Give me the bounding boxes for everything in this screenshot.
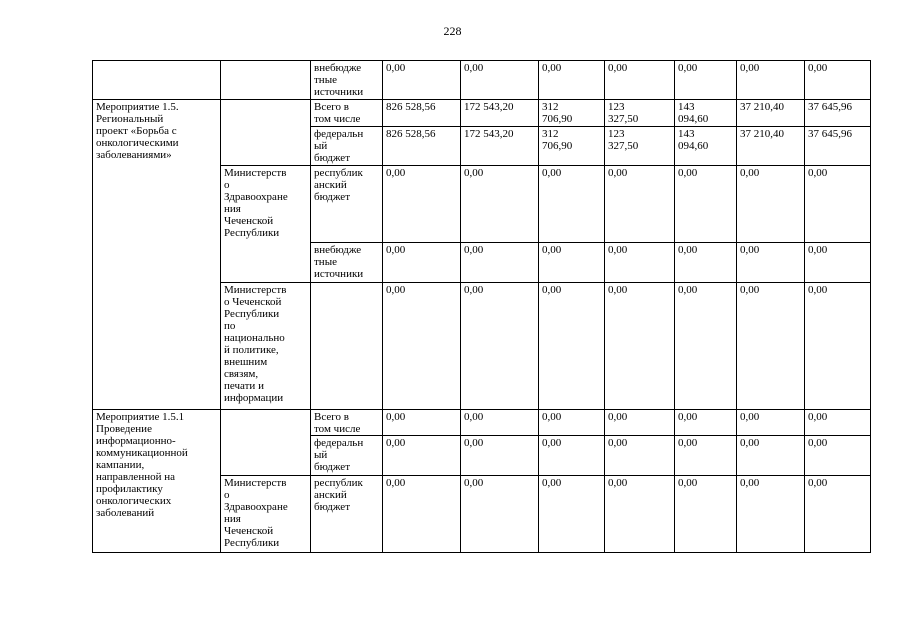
table-cell: внебюдже тные источники <box>311 243 383 283</box>
table-cell: 0,00 <box>675 436 737 476</box>
table-cell: Всего в том числе <box>311 410 383 436</box>
budget-table <box>92 60 871 553</box>
table-cell: 826 528,56 <box>383 127 461 166</box>
table-row <box>93 100 871 127</box>
table-cell: 143 094,60 <box>675 100 737 127</box>
table-cell: 0,00 <box>461 243 539 283</box>
table-cell: 0,00 <box>383 476 461 553</box>
table-cell: 0,00 <box>461 61 539 100</box>
table-cell <box>221 100 311 166</box>
table-cell: 0,00 <box>805 61 871 100</box>
table-cell: 0,00 <box>461 166 539 243</box>
table-cell: 0,00 <box>539 283 605 410</box>
table-cell: федеральн ый бюджет <box>311 436 383 476</box>
table-cell: 0,00 <box>805 436 871 476</box>
table-cell: Министерств о Здравоохране ния Чеченской Республики <box>221 476 311 553</box>
table-cell: 312 706,90 <box>539 100 605 127</box>
table-cell <box>93 61 221 100</box>
table-cell: 0,00 <box>383 166 461 243</box>
table-cell: 0,00 <box>539 166 605 243</box>
table-cell: 0,00 <box>737 476 805 553</box>
table-row <box>93 410 871 436</box>
table-cell: 0,00 <box>605 243 675 283</box>
table-cell: 0,00 <box>737 243 805 283</box>
table-cell: 0,00 <box>605 436 675 476</box>
table-cell: 826 528,56 <box>383 100 461 127</box>
table-cell: 37 645,96 <box>805 127 871 166</box>
page-number: 228 <box>443 24 462 38</box>
table-cell <box>221 410 311 476</box>
table-cell: 0,00 <box>539 436 605 476</box>
table-cell: 0,00 <box>383 436 461 476</box>
table-cell: 37 210,40 <box>737 127 805 166</box>
table-cell: 0,00 <box>605 410 675 436</box>
table-cell: 37 645,96 <box>805 100 871 127</box>
table-cell: 0,00 <box>539 243 605 283</box>
table-cell: 0,00 <box>675 283 737 410</box>
table-cell: республик анский бюджет <box>311 476 383 553</box>
table-cell: 0,00 <box>461 476 539 553</box>
table-cell <box>221 61 311 100</box>
table-cell: Всего в том числе <box>311 100 383 127</box>
table-cell: 0,00 <box>605 476 675 553</box>
table-cell: 0,00 <box>675 166 737 243</box>
table-cell: 0,00 <box>675 61 737 100</box>
table-cell <box>311 283 383 410</box>
table-cell: 0,00 <box>539 61 605 100</box>
table-cell: Мероприятие 1.5. Региональный проект «Борьба с онкологическими заболеваниями» <box>93 100 221 410</box>
table-cell: 0,00 <box>675 476 737 553</box>
table-cell: 37 210,40 <box>737 100 805 127</box>
table-cell: 0,00 <box>383 243 461 283</box>
table-cell: 0,00 <box>805 283 871 410</box>
table-cell: 0,00 <box>383 410 461 436</box>
table-cell: 0,00 <box>539 476 605 553</box>
table-cell: 312 706,90 <box>539 127 605 166</box>
table-cell: 123 327,50 <box>605 100 675 127</box>
table-cell: 0,00 <box>605 166 675 243</box>
table-cell: 0,00 <box>383 61 461 100</box>
table-cell: 123 327,50 <box>605 127 675 166</box>
table-cell: 0,00 <box>461 410 539 436</box>
table-cell: федеральн ый бюджет <box>311 127 383 166</box>
table-cell: 0,00 <box>737 166 805 243</box>
table-cell: республик анский бюджет <box>311 166 383 243</box>
table-cell: 172 543,20 <box>461 127 539 166</box>
table-cell: 0,00 <box>675 243 737 283</box>
table-cell: 172 543,20 <box>461 100 539 127</box>
table-cell: Министерств о Здравоохране ния Чеченской Республики <box>221 166 311 283</box>
table-cell: 0,00 <box>461 436 539 476</box>
table-cell: 0,00 <box>805 410 871 436</box>
table-cell: Министерств о Чеченской Республики по национально й политике, внешним связям, печати и информации <box>221 283 311 410</box>
table-cell: 0,00 <box>737 436 805 476</box>
table-cell: внебюдже тные источники <box>311 61 383 100</box>
table-cell: 0,00 <box>605 61 675 100</box>
table-cell: 0,00 <box>805 166 871 243</box>
table-cell: 0,00 <box>737 410 805 436</box>
table-cell: Мероприятие 1.5.1 Проведение информационно- коммуникационной кампании, направленной на профилактику онкологических заболеваний <box>93 410 221 553</box>
table-cell: 143 094,60 <box>675 127 737 166</box>
table-cell: 0,00 <box>539 410 605 436</box>
table-cell: 0,00 <box>461 283 539 410</box>
table-cell: 0,00 <box>805 243 871 283</box>
table-cell: 0,00 <box>605 283 675 410</box>
table-cell: 0,00 <box>805 476 871 553</box>
table-cell: 0,00 <box>737 61 805 100</box>
table-cell: 0,00 <box>383 283 461 410</box>
table-cell: 0,00 <box>737 283 805 410</box>
table-row <box>93 61 871 100</box>
table-cell: 0,00 <box>675 410 737 436</box>
